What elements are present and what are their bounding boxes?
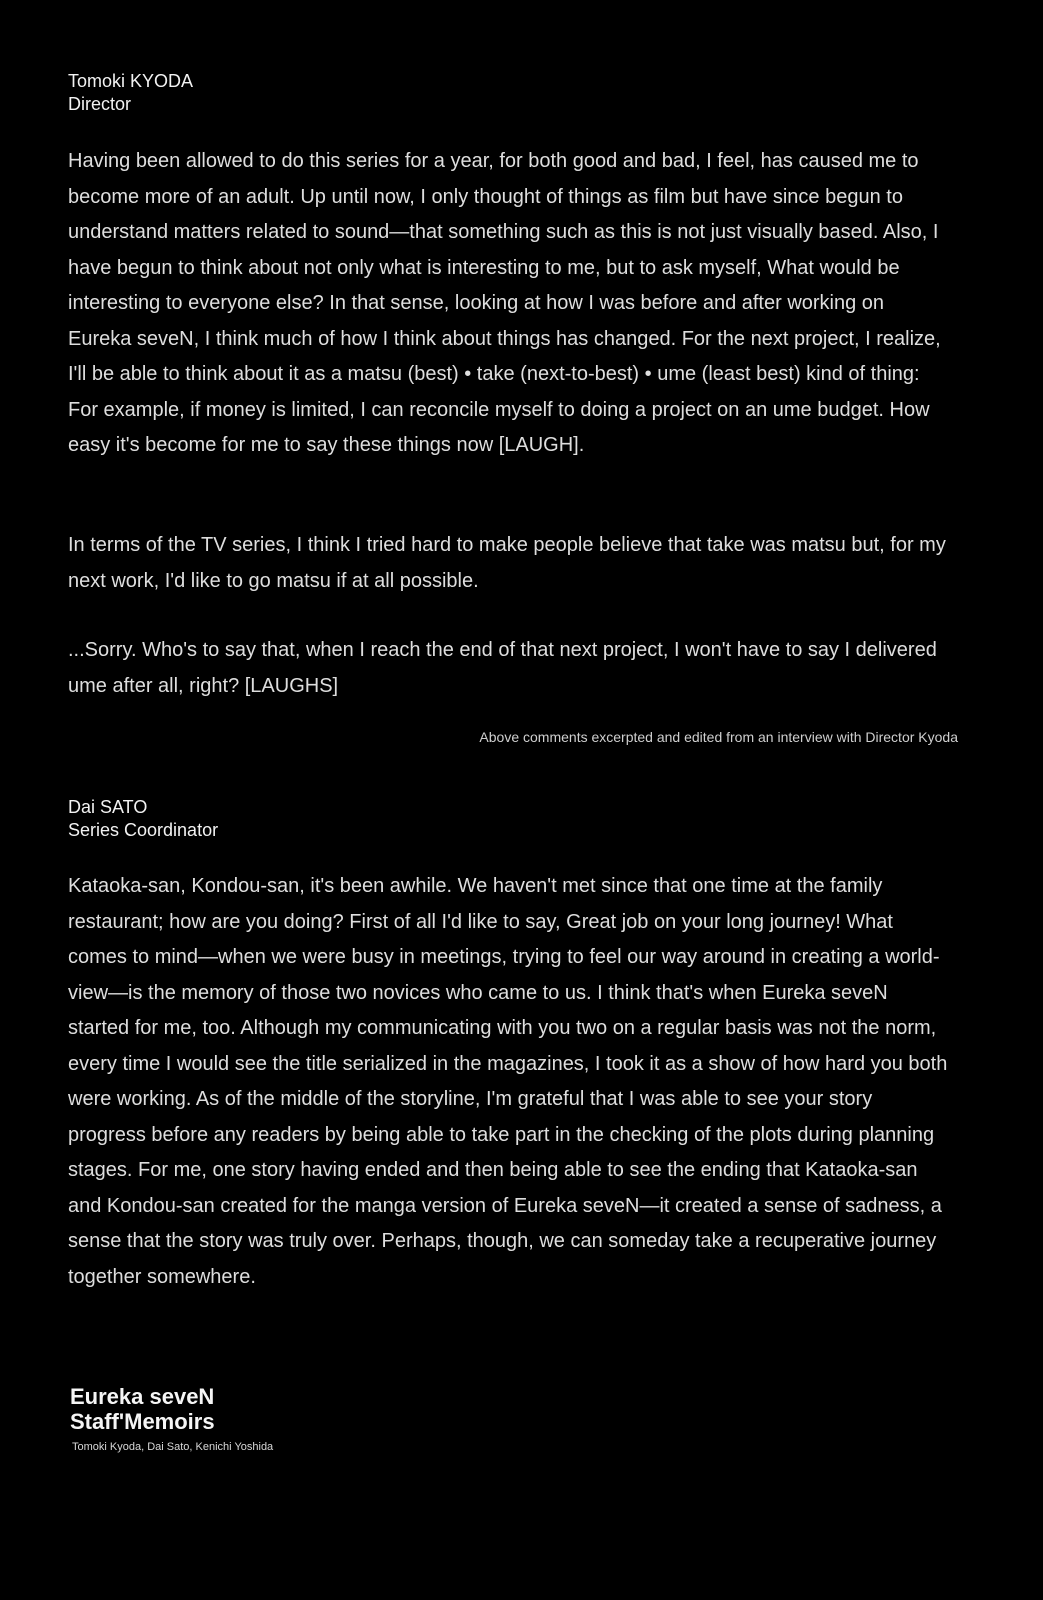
- sato-name: Dai SATO: [68, 797, 148, 817]
- sato-paragraph-1: Kataoka-san, Kondou-san, it's been awhile. We haven't met since that one time at the family restaurant; how are you doing? First of all I'd like to say, Great job on your long journey! What comes to mind—when we were busy in meetings, trying to feel our way around in creating a world-view—is the memory of those two novices who came to us. I think that's when Eureka seveN started for me, too. Although my communicating with you two on a regular basis was not the norm, every time I would see the title serialized in the magazines, I took it as a show of how hard you both were working. As of the middle of the storyline, I'm grateful that I was able to see your story progress before any readers by being able to take part in the checking of the plots during planning stages. For me, one story having ended and then being able to see the ending that Kataoka-san and Kondou-san created for the manga version of Eureka seveN—it created a sense of sadness, a sense that the story was truly over. Perhaps, though, we can someday take a recuperative journey together somewhere.: [68, 875, 948, 1288]
- kyoda-credit: Above comments excerpted and edited from an interview with Director Kyoda: [479, 729, 958, 745]
- book-title-line-1: Eureka seveN: [70, 1384, 215, 1409]
- kyoda-heading: [68, 70, 193, 116]
- kyoda-paragraph-1: Having been allowed to do this series for a year, for both good and bad, I feel, has caused me to become more of an adult. Up until now, I only thought of things as film but have since begun to understand matters related to sound—that something such as this is not just visually based. Also, I have begun to think about not only what is interesting to me, but to ask myself, What would be interesting to everyone else? In that sense, looking at how I was before and after working on Eureka seveN, I think much of how I think about things has changed. For the next project, I realize, I'll be able to think about it as a matsu (best) • take (next-to-best) • ume (least best) kind of thing: For example, if money is limited, I can reconcile myself to doing a project on an ume budget. How easy it's become for me to say these things now [LAUGH].: [68, 150, 941, 456]
- kyoda-name: Tomoki KYODA: [68, 71, 194, 91]
- sato-role: Series Coordinator: [68, 820, 219, 840]
- kyoda-paragraph-2: In terms of the TV series, I think I tried hard to make people believe that take was matsu but, for my next work, I'd like to go matsu if at all possible.: [68, 534, 946, 592]
- sato-heading: [68, 796, 218, 842]
- book-authors: Tomoki Kyoda, Dai Sato, Kenichi Yoshida: [72, 1441, 274, 1453]
- kyoda-role: Director: [68, 94, 132, 114]
- book-title-line-2: Staff'Memoirs: [70, 1409, 215, 1434]
- book-title: [70, 1384, 215, 1434]
- kyoda-paragraph-3: ...Sorry. Who's to say that, when I reach the end of that next project, I won't have to say I delivered ume after all, right? [LAUGHS]: [68, 639, 937, 697]
